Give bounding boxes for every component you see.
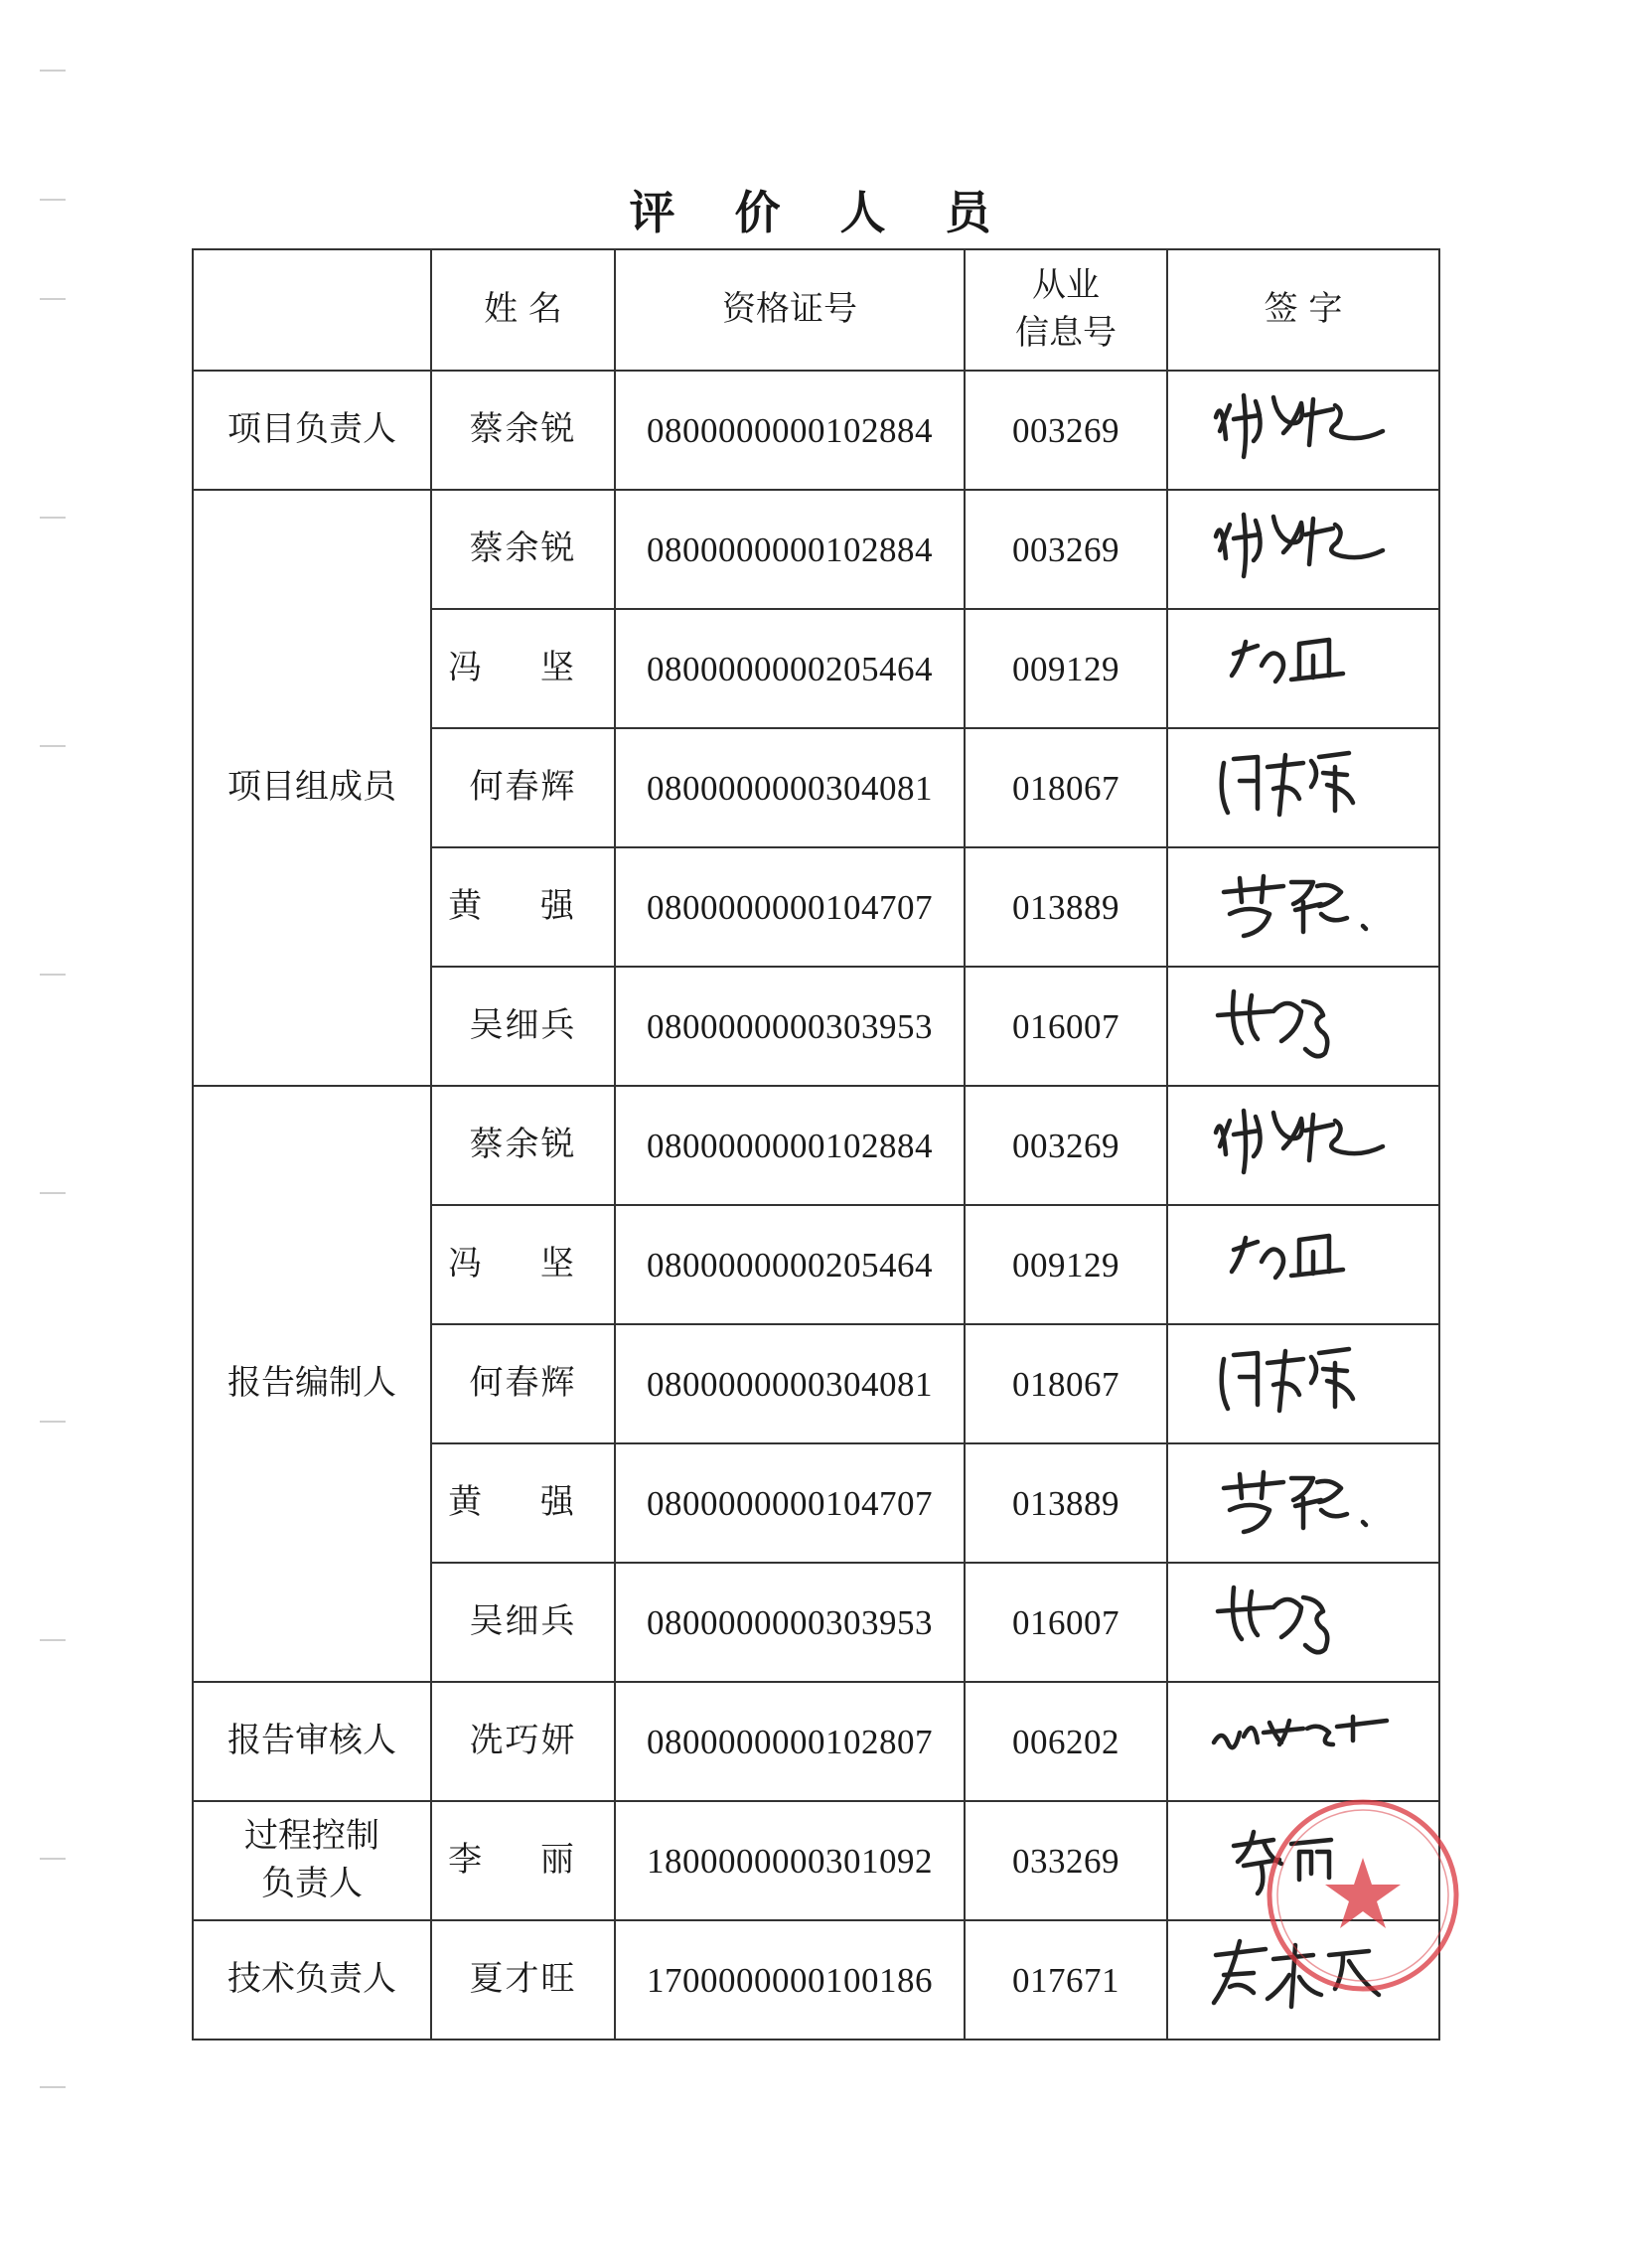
signature-cai: [1194, 376, 1413, 471]
signature-cell: [1167, 967, 1439, 1086]
signature-cell: [1167, 371, 1439, 490]
table-header-row: [193, 249, 1439, 371]
info-cell: 016007: [965, 1563, 1167, 1682]
cert-cell: 0800000000303953: [615, 967, 965, 1086]
signature-cell: [1167, 1801, 1439, 1920]
signature-huang: [1194, 1448, 1413, 1544]
name-cell: 冯 坚: [431, 1205, 615, 1324]
signature-cell: [1167, 728, 1439, 847]
header-info: [965, 249, 1167, 371]
name-cell: 冼巧妍: [431, 1682, 615, 1801]
signature-wu: [1194, 1568, 1413, 1663]
signature-cell: [1167, 1563, 1439, 1682]
signature-he: [1194, 733, 1413, 829]
role-cell: 报告审核人: [193, 1682, 431, 1801]
info-cell: 003269: [965, 490, 1167, 609]
info-cell: 016007: [965, 967, 1167, 1086]
header-sign: 签 字: [1167, 249, 1439, 371]
role-cell: 报告编制人: [193, 1086, 431, 1682]
signature-cell: [1167, 847, 1439, 967]
info-cell: 033269: [965, 1801, 1167, 1920]
header-cert: 资格证号: [615, 249, 965, 371]
signature-cai: [1194, 495, 1413, 590]
header-info-line1: 从业: [1032, 265, 1100, 306]
header-role: [193, 249, 431, 371]
signature-xian: [1194, 1687, 1413, 1782]
role-line1: 过程控制: [244, 1816, 379, 1857]
name-cell: 李 丽: [431, 1801, 615, 1920]
name-cell: 蔡余锐: [431, 1086, 615, 1205]
info-cell: 009129: [965, 609, 1167, 728]
role-cell: 技术负责人: [193, 1920, 431, 2040]
cert-cell: 0800000000304081: [615, 728, 965, 847]
info-cell: 013889: [965, 1443, 1167, 1563]
signature-cell: [1167, 1205, 1439, 1324]
signature-cell: [1167, 490, 1439, 609]
role-cell: [193, 1801, 431, 1920]
name-cell: 蔡余锐: [431, 371, 615, 490]
signature-wu: [1194, 972, 1413, 1067]
signature-feng: [1194, 614, 1413, 709]
cert-cell: 0800000000102884: [615, 1086, 965, 1205]
signature-he: [1194, 1329, 1413, 1425]
cert-cell: 0800000000304081: [615, 1324, 965, 1443]
name-cell: 吴细兵: [431, 967, 615, 1086]
signature-cell: [1167, 1086, 1439, 1205]
cert-cell: 0800000000102884: [615, 371, 965, 490]
table-row: [193, 371, 1439, 490]
header-name: 姓 名: [431, 249, 615, 371]
signature-cell: [1167, 1443, 1439, 1563]
personnel-table: [192, 248, 1440, 2041]
role-cell: 项目组成员: [193, 490, 431, 1086]
info-cell: 006202: [965, 1682, 1167, 1801]
cert-cell: 1700000000100186: [615, 1920, 965, 2040]
table-row: [193, 1682, 1439, 1801]
signature-xia: [1194, 1925, 1413, 2021]
info-cell: 003269: [965, 1086, 1167, 1205]
name-cell: 黄 强: [431, 1443, 615, 1563]
table-row: [193, 1801, 1439, 1920]
name-cell: 蔡余锐: [431, 490, 615, 609]
signature-cell: [1167, 1920, 1439, 2040]
info-cell: 018067: [965, 1324, 1167, 1443]
name-cell: 何春辉: [431, 1324, 615, 1443]
signature-cell: [1167, 609, 1439, 728]
name-cell: 何春辉: [431, 728, 615, 847]
signature-cell: [1167, 1324, 1439, 1443]
role-cell: 项目负责人: [193, 371, 431, 490]
cert-cell: 0800000000102807: [615, 1682, 965, 1801]
cert-cell: 1800000000301092: [615, 1801, 965, 1920]
name-cell: 吴细兵: [431, 1563, 615, 1682]
page-title: 评 价 人 员: [629, 186, 1013, 239]
info-cell: 017671: [965, 1920, 1167, 2040]
name-cell: 黄 强: [431, 847, 615, 967]
signature-li: [1194, 1806, 1413, 1901]
cert-cell: 0800000000205464: [615, 609, 965, 728]
signature-cell: [1167, 1682, 1439, 1801]
cert-cell: 0800000000303953: [615, 1563, 965, 1682]
info-cell: 018067: [965, 728, 1167, 847]
cert-cell: 0800000000104707: [615, 847, 965, 967]
info-cell: 013889: [965, 847, 1167, 967]
name-cell: 夏才旺: [431, 1920, 615, 2040]
info-cell: 003269: [965, 371, 1167, 490]
role-line2: 负责人: [261, 1864, 363, 1903]
info-cell: 009129: [965, 1205, 1167, 1324]
table-row: [193, 1920, 1439, 2040]
name-cell: 冯 坚: [431, 609, 615, 728]
cert-cell: 0800000000102884: [615, 490, 965, 609]
table-row: [193, 490, 1439, 609]
header-info-line2: 信息号: [1015, 313, 1117, 353]
table-row: [193, 1086, 1439, 1205]
signature-cai: [1194, 1091, 1413, 1186]
cert-cell: 0800000000104707: [615, 1443, 965, 1563]
binding-margin-marks: [40, 0, 70, 2268]
cert-cell: 0800000000205464: [615, 1205, 965, 1324]
signature-feng: [1194, 1210, 1413, 1305]
signature-huang: [1194, 852, 1413, 948]
